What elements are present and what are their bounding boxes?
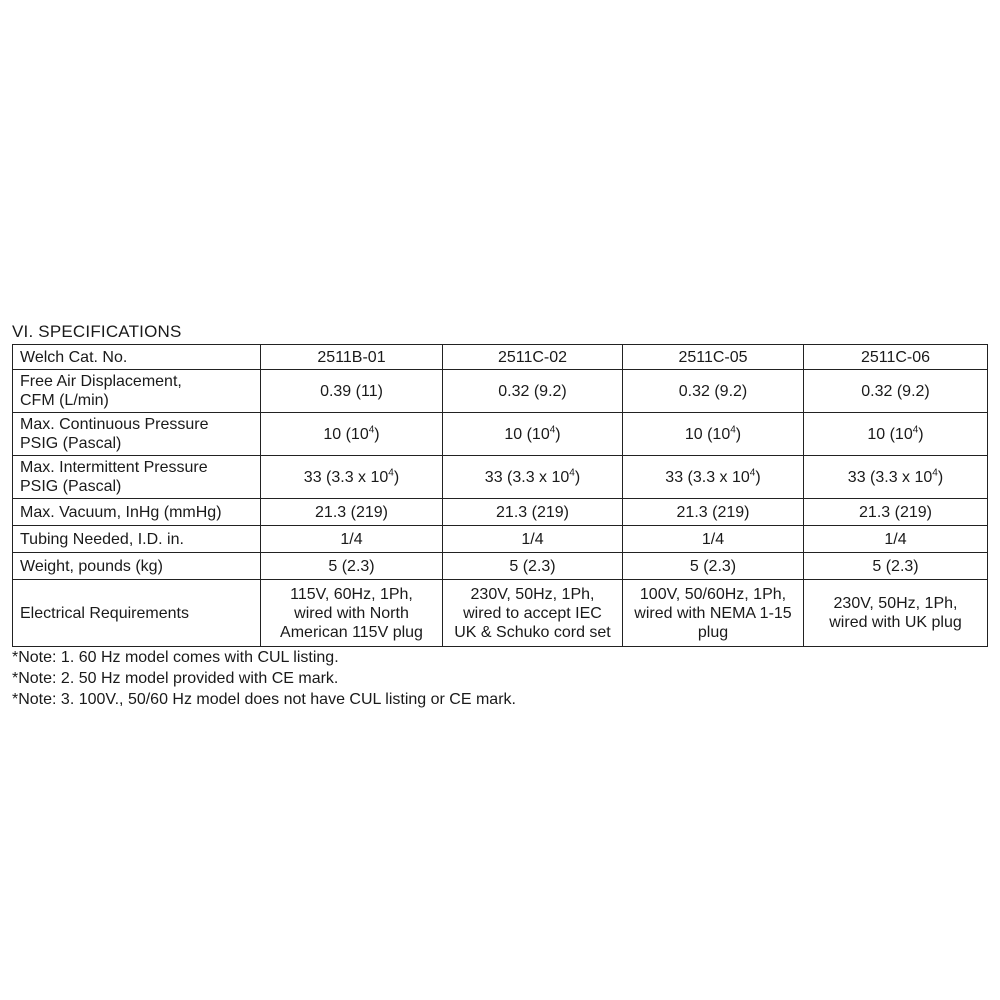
value-cell: 21.3 (219) <box>623 499 804 526</box>
row-label-cell <box>13 370 261 413</box>
row-label-line: Max. Intermittent Pressure <box>20 459 208 476</box>
table-row-max-vacuum <box>13 499 988 526</box>
value-cell: 1/4 <box>443 526 623 553</box>
value-cell: 5 (2.3) <box>443 553 623 580</box>
value-cell: 10 $(10^4)$ <box>804 413 988 456</box>
value-line: 230V, 50Hz, 1Ph, <box>833 595 958 612</box>
value-line: 100V, 50/60Hz, 1Ph, <box>639 585 787 603</box>
note-3: *Note: 3. 100V., 50/60 Hz model does not have CUL listing or CE mark. <box>12 691 516 708</box>
value-line: American 115V plug <box>280 623 423 641</box>
value-cell <box>804 580 988 647</box>
row-label-cell <box>13 456 261 499</box>
value-cell <box>261 580 443 647</box>
row-label-cell: Tubing Needed, I.D. in. <box>13 526 261 553</box>
table-header-row <box>13 345 988 370</box>
note-1: *Note: 1. 60 Hz model comes with CUL listing. <box>12 649 339 666</box>
row-label-cell: Weight, pounds (kg) <box>13 553 261 580</box>
table-row-electrical-requirements <box>13 580 988 647</box>
value-cell: 33 (3.3 x $10^4$) <box>261 456 443 499</box>
row-label-line: Free Air Displacement, <box>20 373 182 390</box>
specifications-table <box>12 344 988 647</box>
table-row-free-air-displacement <box>13 370 988 413</box>
value-cell: 21.3 (219) <box>443 499 623 526</box>
row-label-line: PSIG (Pascal) <box>20 435 122 452</box>
value-line: wired with UK plug <box>829 614 962 631</box>
model-cell: 2511B-01 <box>261 345 443 370</box>
row-label-line: Max. Continuous Pressure <box>20 416 209 433</box>
value-cell: 33 (3.3 x $10^4$) <box>804 456 988 499</box>
value-cell: 10 $(10^4)$ <box>623 413 804 456</box>
row-label-line: PSIG (Pascal) <box>20 478 122 495</box>
value-cell: 21.3 (219) <box>804 499 988 526</box>
value-cell: 10 $(10^4)$ <box>443 413 623 456</box>
value-line: 115V, 60Hz, 1Ph, <box>290 585 413 603</box>
value-cell: 1/4 <box>623 526 804 553</box>
model-cell: 2511C-06 <box>804 345 988 370</box>
row-label-cell <box>13 413 261 456</box>
value-cell <box>443 580 623 647</box>
header-label-cell: Welch Cat. No. <box>13 345 261 370</box>
row-label-cell: Electrical Requirements <box>13 580 261 647</box>
table-row-weight <box>13 553 988 580</box>
value-line: plug <box>697 623 729 641</box>
value-line: wired with North <box>294 604 409 622</box>
value-line: UK & Schuko cord set <box>454 623 611 641</box>
value-cell: 1/4 <box>804 526 988 553</box>
table-row-tubing-needed <box>13 526 988 553</box>
value-cell <box>623 580 804 647</box>
note-2: *Note: 2. 50 Hz model provided with CE mark. <box>12 670 339 687</box>
section-title: VI. SPECIFICATIONS <box>12 322 182 341</box>
value-cell: 5 (2.3) <box>804 553 988 580</box>
value-cell: 0.32 (9.2) <box>804 370 988 413</box>
value-cell: 21.3 (219) <box>261 499 443 526</box>
value-cell: 0.32 (9.2) <box>623 370 804 413</box>
value-cell: 33 (3.3 x $10^4$) <box>443 456 623 499</box>
row-label-line: CFM (L/min) <box>20 392 109 409</box>
value-cell: 5 (2.3) <box>261 553 443 580</box>
table-row-max-continuous-pressure <box>13 413 988 456</box>
value-cell: 0.39 (11) <box>261 370 443 413</box>
value-cell: 33 (3.3 x $10^4$) <box>623 456 804 499</box>
model-cell: 2511C-02 <box>443 345 623 370</box>
value-line: wired to accept IEC <box>463 604 602 622</box>
table-row-max-intermittent-pressure <box>13 456 988 499</box>
notes-list <box>12 647 988 710</box>
value-cell: 10 $(10^4)$ <box>261 413 443 456</box>
value-cell: 5 (2.3) <box>623 553 804 580</box>
value-line: wired with NEMA 1-15 <box>634 604 792 622</box>
value-cell: 0.32 (9.2) <box>443 370 623 413</box>
model-cell: 2511C-05 <box>623 345 804 370</box>
specifications-section <box>12 320 988 710</box>
value-line: 230V, 50Hz, 1Ph, <box>470 585 595 603</box>
row-label-cell: Max. Vacuum, InHg (mmHg) <box>13 499 261 526</box>
value-cell: 1/4 <box>261 526 443 553</box>
